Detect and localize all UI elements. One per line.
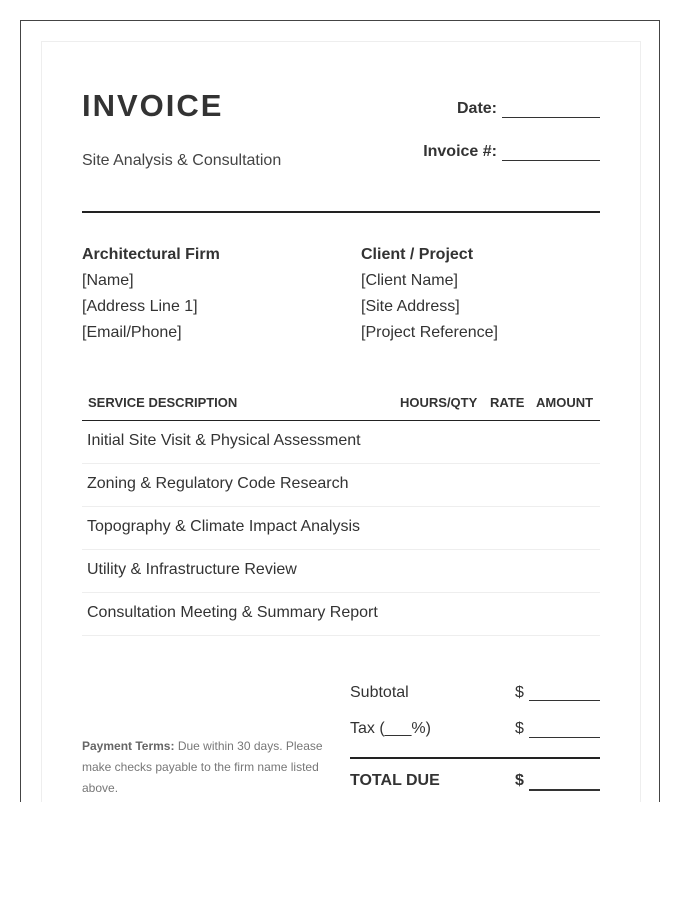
invoice-subtitle: Site Analysis & Consultation (82, 152, 282, 169)
total-due-blank (529, 789, 600, 791)
tax-blank (529, 737, 600, 738)
client-line: [Client Name] (361, 272, 458, 289)
table-row (82, 550, 600, 593)
date-label: Date: (456, 100, 497, 117)
table-row (82, 464, 600, 507)
table-header (82, 389, 600, 421)
client-line: [Site Address] (361, 298, 460, 315)
firm-line: [Name] (82, 272, 134, 289)
payment-terms (82, 736, 344, 799)
invoice-title: INVOICE (82, 88, 224, 123)
table-row (82, 593, 600, 636)
firm-heading: Architectural Firm (82, 246, 220, 263)
firm-line: [Address Line 1] (82, 298, 198, 315)
payment-terms-text: Due within 30 days. Please make checks payable to the firm name listed above. (82, 739, 323, 795)
header-amount: AMOUNT (536, 395, 594, 410)
service-description: Consultation Meeting & Summary Report (87, 604, 378, 621)
total-currency: $ (515, 772, 524, 789)
invoice-number-label: Invoice #: (423, 143, 497, 160)
invoice-number-blank (502, 144, 600, 161)
header-hours-qty: HOURS/QTY (400, 395, 478, 410)
service-description: Topography & Climate Impact Analysis (87, 518, 361, 535)
services-table (82, 389, 600, 636)
subtotal-currency: $ (515, 684, 524, 701)
header-divider (82, 211, 600, 213)
header-rate: RATE (490, 395, 525, 410)
service-description: Utility & Infrastructure Review (87, 561, 297, 578)
service-description: Initial Site Visit & Physical Assessment (87, 432, 361, 449)
total-divider (350, 757, 600, 759)
total-due-label: TOTAL DUE (350, 772, 440, 789)
invoice-number-field (423, 143, 600, 161)
payment-terms-label: Payment Terms: (82, 739, 175, 753)
subtotal-label: Subtotal (350, 684, 409, 701)
header-description: SERVICE DESCRIPTION (88, 395, 238, 410)
client-block (361, 242, 498, 346)
firm-block (82, 242, 220, 346)
subtotal-blank (529, 700, 600, 701)
date-blank (502, 101, 600, 118)
tax-currency: $ (515, 720, 524, 737)
service-description: Zoning & Regulatory Code Research (87, 475, 349, 492)
table-row (82, 421, 600, 464)
client-line: [Project Reference] (361, 324, 498, 341)
table-row (82, 507, 600, 550)
tax-label: Tax (___%) (350, 720, 431, 737)
client-heading: Client / Project (361, 246, 474, 263)
date-field (457, 100, 600, 118)
firm-line: [Email/Phone] (82, 324, 182, 341)
